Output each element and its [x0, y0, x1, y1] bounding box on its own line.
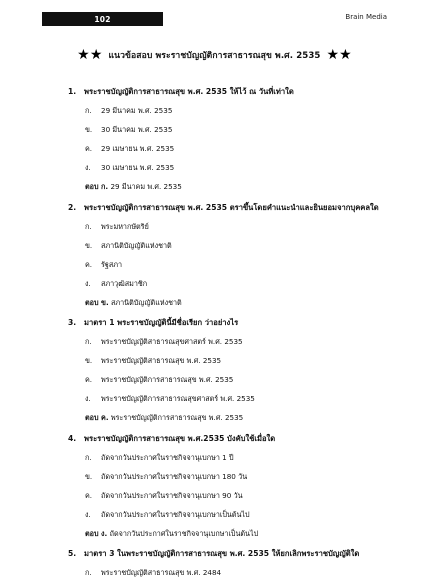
option	[68, 139, 399, 158]
star-icon-right: ★★	[326, 47, 352, 63]
option	[68, 332, 399, 351]
star-icon-left: ★★	[77, 47, 103, 63]
option-label: ก.	[85, 452, 92, 462]
question-text: มาตรา 1 พระราชบัญญัตินี้มีชื่อเรียก ว่าอย่างไร	[84, 318, 239, 327]
brand-name: Brain Media	[345, 13, 387, 21]
option-text: พระราชบัญญัติการสาธารณสุขศาสตร์ พ.ศ. 2535	[101, 394, 255, 403]
option	[68, 158, 399, 177]
page-number: 102	[94, 14, 111, 24]
option-text: 30 มีนาคม พ.ศ. 2535	[101, 125, 173, 134]
answer-line	[68, 177, 399, 196]
option-label: ง.	[85, 509, 91, 519]
question-number: 2.	[68, 202, 77, 212]
option	[68, 448, 399, 467]
option-text: ถัดจากวันประกาศในราชกิจจานุเบกษา 180 วัน	[101, 471, 248, 481]
question-number: 4.	[68, 433, 77, 443]
option-text: 29 เมษายน พ.ศ. 2535	[101, 144, 175, 153]
option-label: ก.	[85, 337, 92, 346]
option-label: ข.	[85, 356, 93, 365]
option	[68, 217, 399, 236]
option-label: ข.	[85, 240, 93, 250]
question-2	[68, 198, 399, 217]
option-text: รัฐสภา	[101, 259, 122, 269]
answer-label: ตอบ ข.	[85, 297, 109, 307]
answer-label: ตอบ ก.	[85, 182, 109, 191]
option-label: ง.	[85, 163, 91, 172]
answer-line	[68, 524, 399, 543]
page-number-badge	[42, 12, 163, 26]
option-label: ก.	[85, 568, 92, 577]
question-number: 1.	[68, 87, 77, 96]
answer-text: ถัดจากวันประกาศในราชกิจจานุเบกษาเป็นต้นไป	[109, 528, 259, 538]
question-3	[68, 313, 399, 332]
page-title	[0, 48, 429, 62]
question-text: พระราชบัญญัติการสาธารณสุข พ.ศ.2535 บังคับใช้เมื่อใด	[84, 433, 276, 443]
option-label: ก.	[85, 106, 92, 115]
option	[68, 351, 399, 370]
option	[68, 486, 399, 505]
question-4	[68, 429, 399, 448]
option-text: พระมหากษัตริย์	[101, 221, 149, 231]
option-label: ค.	[85, 490, 93, 500]
question-text: พระราชบัญญัติการสาธารณสุข พ.ศ. 2535 ให้ไว้ ณ วันที่เท่าใด	[84, 87, 294, 96]
option	[68, 101, 399, 120]
question-text: มาตรา 3 ในพระราชบัญญัติการสาธารณสุข พ.ศ. 2535 ให้ยกเลิกพระราชบัญญัติใด	[84, 549, 360, 558]
option	[68, 370, 399, 389]
option-label: ค.	[85, 375, 93, 384]
option	[68, 505, 399, 524]
answer-text: พระราชบัญญัติการสาธารณสุข พ.ศ. 2535	[110, 413, 244, 422]
page-title-text: แนวข้อสอบ พระราชบัญญัติการสาธารณสุข พ.ศ. 2535	[108, 51, 321, 61]
option-text: พระราชบัญญัติสาธารณสุข พ.ศ. 2484	[101, 568, 222, 577]
option-text: 30 เมษายน พ.ศ. 2535	[101, 163, 175, 172]
option-label: ค.	[85, 259, 93, 269]
option-label: ง.	[85, 394, 91, 403]
option	[68, 120, 399, 139]
option-text: พระราชบัญญัติการสาธารณสุข พ.ศ. 2535	[101, 375, 234, 384]
option	[68, 467, 399, 486]
option-label: ข.	[85, 125, 93, 134]
option-text: พระราชบัญญัติสาธารณสุข พ.ศ. 2535	[101, 356, 222, 365]
answer-text: สภานิติบัญญัติแห่งชาติ	[111, 297, 182, 307]
answer-line	[68, 293, 399, 312]
option-text: สภานิติบัญญัติแห่งชาติ	[101, 240, 172, 250]
option-label: ข.	[85, 471, 93, 481]
option-text: ถัดจากวันประกาศในราชกิจจานุเบกษา 90 วัน	[101, 490, 243, 500]
question-1	[68, 82, 399, 101]
option-label: ก.	[85, 221, 92, 231]
option-label: ง.	[85, 278, 91, 288]
option-text: ถัดจากวันประกาศในราชกิจจานุเบกษาเป็นต้นไป	[101, 509, 250, 519]
option	[68, 274, 399, 293]
option	[68, 563, 399, 582]
option-text: 29 มีนาคม พ.ศ. 2535	[101, 106, 173, 115]
question-number: 3.	[68, 318, 77, 327]
option-text: สภาวุฒิสมาชิก	[101, 278, 148, 288]
question-text: พระราชบัญญัติการสาธารณสุข พ.ศ. 2535 ตราขึ้นโดยคำแนะนำและยินยอมจากบุคคลใด	[84, 202, 379, 212]
option	[68, 236, 399, 255]
option	[68, 389, 399, 408]
question-number: 5.	[68, 549, 77, 558]
question-5	[68, 544, 399, 563]
option-text: ถัดจากวันประกาศในราชกิจจานุเบกษา 1 ปี	[101, 452, 234, 462]
answer-label: ตอบ ค.	[85, 413, 109, 422]
option	[68, 255, 399, 274]
answer-line	[68, 408, 399, 427]
option-text: พระราชบัญญัติสาธารณสุขศาสตร์ พ.ศ. 2535	[101, 337, 243, 346]
answer-text: 29 มีนาคม พ.ศ. 2535	[110, 182, 182, 191]
answer-label: ตอบ ง.	[85, 528, 108, 538]
option-label: ค.	[85, 144, 93, 153]
question-list	[68, 82, 399, 582]
